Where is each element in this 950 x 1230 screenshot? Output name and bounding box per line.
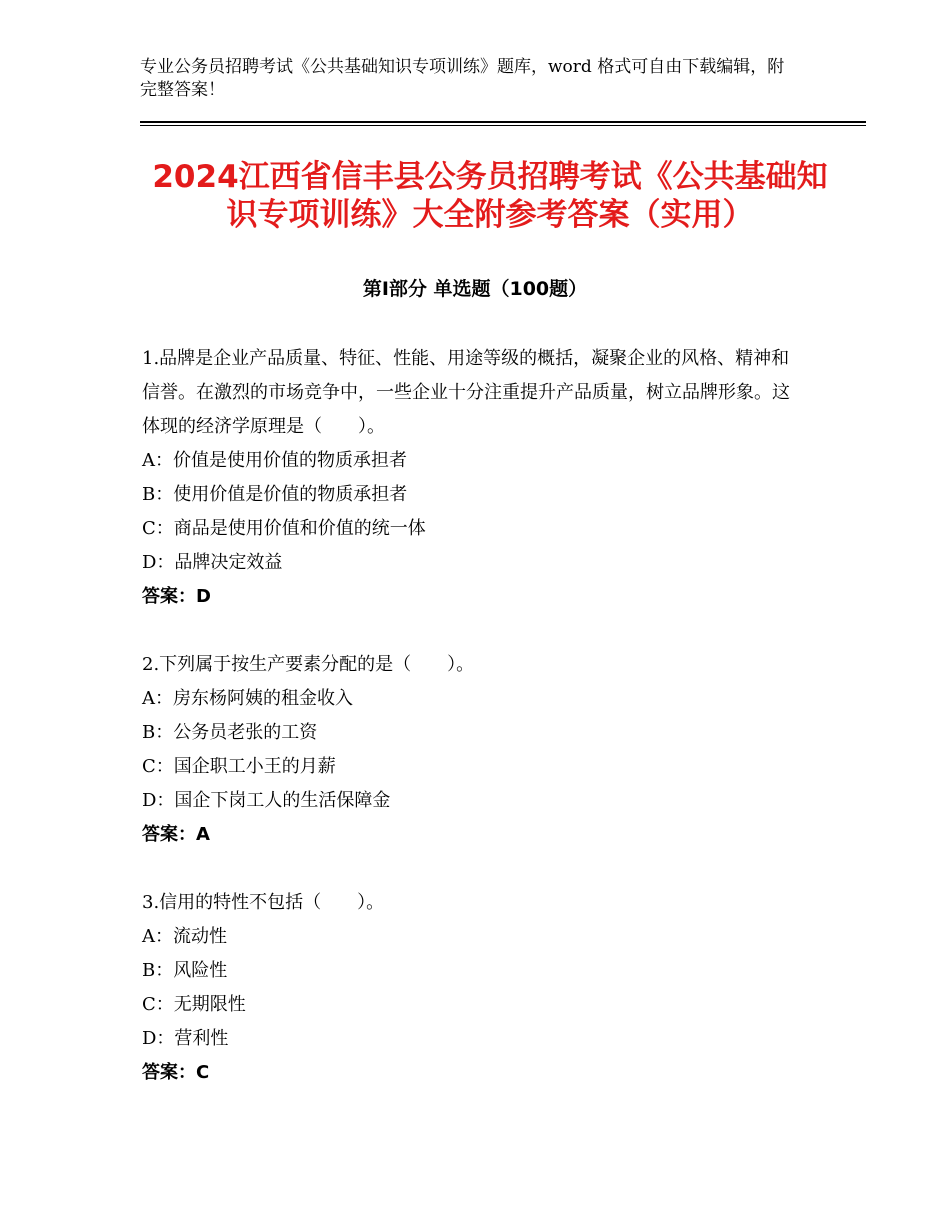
- option-c: C：国企职工小王的月薪: [142, 756, 336, 777]
- question-3: [142, 886, 802, 1090]
- option-c: C：无期限性: [142, 994, 246, 1015]
- option-d: D：营利性: [142, 1028, 229, 1049]
- question-2: [142, 648, 802, 852]
- question-stem: 1.品牌是企业产品质量、特征、性能、用途等级的概括，凝聚企业的风格、精神和信誉。在激烈的市场竞争中，一些企业十分注重提升产品质量，树立品牌形象。这体现的经济学原理是（ ）。: [142, 348, 790, 437]
- option-b: B：公务员老张的工资: [142, 722, 318, 743]
- header-divider: [140, 121, 866, 123]
- option-a: A：房东杨阿姨的租金收入: [142, 688, 353, 709]
- question-list: [142, 342, 802, 1124]
- option-d: D：国企下岗工人的生活保障金: [142, 790, 391, 811]
- option-c: C：商品是使用价值和价值的统一体: [142, 518, 426, 539]
- option-d: D：品牌决定效益: [142, 552, 283, 573]
- section-heading: 第Ⅰ部分 单选题（100题）: [362, 278, 588, 300]
- option-a: A：价值是使用价值的物质承担者: [142, 450, 407, 471]
- header-note: 专业公务员招聘考试《公共基础知识专项训练》题库，word 格式可自由下载编辑，附完整答案！: [140, 57, 785, 100]
- option-b: B：使用价值是价值的物质承担者: [142, 484, 408, 505]
- answer-line: 答案：D: [142, 586, 211, 607]
- header-divider-thin: [140, 125, 866, 126]
- question-stem: 2.下列属于按生产要素分配的是（ ）。: [142, 654, 475, 675]
- document-title: 2024江西省信丰县公务员招聘考试《公共基础知识专项训练》大全附参考答案（实用）: [152, 159, 828, 233]
- answer-line: 答案：A: [142, 824, 210, 845]
- answer-line: 答案：C: [142, 1062, 210, 1083]
- question-1: [142, 342, 802, 614]
- option-b: B：风险性: [142, 960, 228, 981]
- option-a: A：流动性: [142, 926, 227, 947]
- question-stem: 3.信用的特性不包括（ ）。: [142, 892, 385, 913]
